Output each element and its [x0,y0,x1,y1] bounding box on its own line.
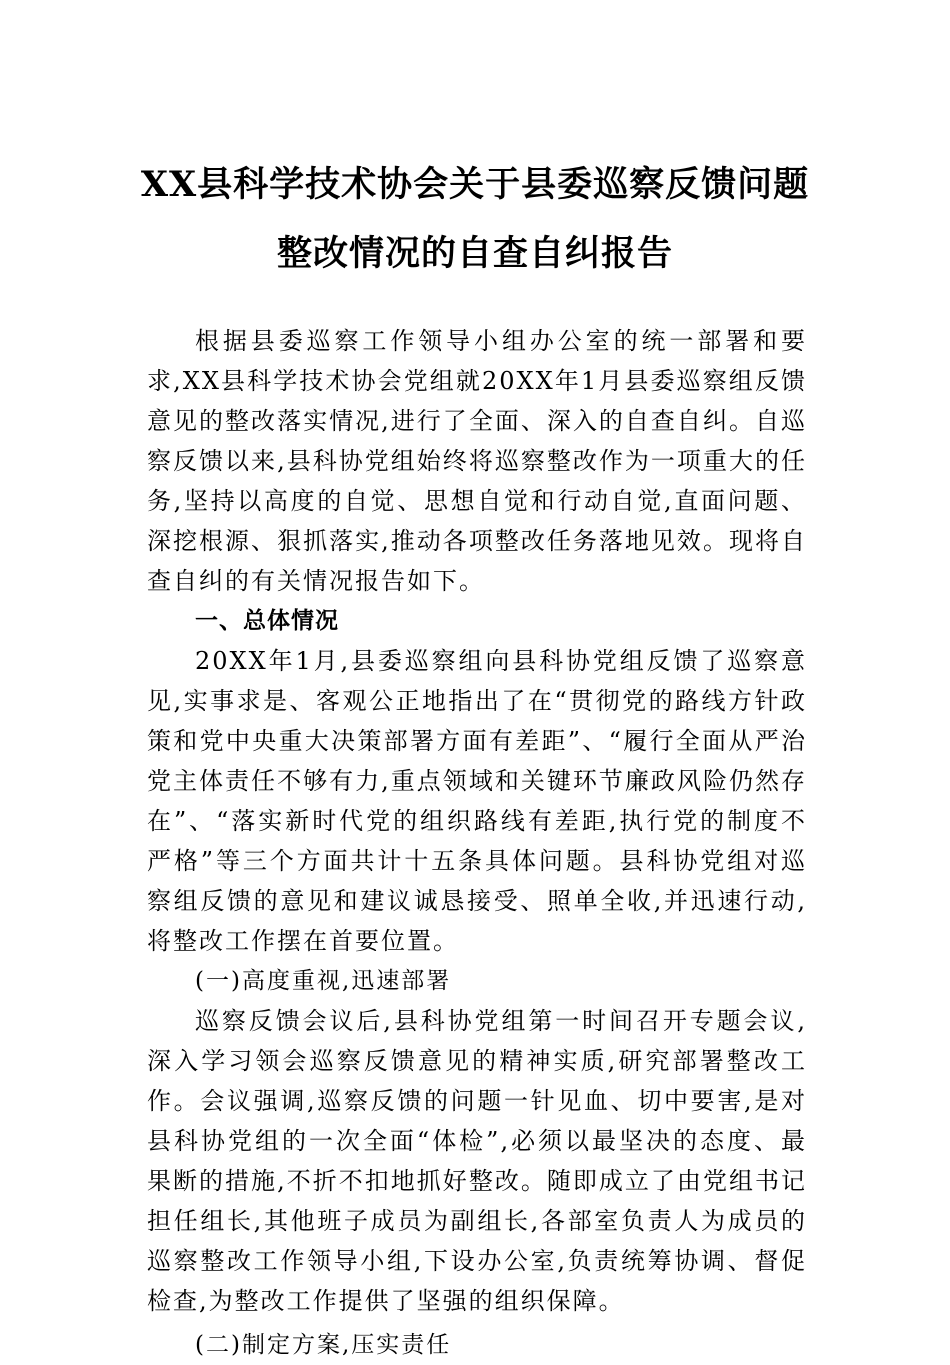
section-paragraph-overall: 20XX年1月,县委巡察组向县科协党组反馈了巡察意见,实事求是、客观公正地指出了在“贯彻党的路线方针政策和党中央重大决策部署方面有差距”、“履行全面从严治党主体责任不够有力,重点领域和关键环节廉政风险仍然存在”、“落实新时代党的组织路线有差距,执行党的制度不严格”等三个方面共计十五条具体问题。县科协党组对巡察组反馈的意见和建议诚恳接受、照单全收,并迅速行动,将整改工作摆在首要位置。 [147,647,807,955]
section-heading-overall: 一、总体情况 [195,608,339,634]
document-title-line-1: XX县科学技术协会关于县委巡察反馈问题 [140,164,810,205]
intro-paragraph: 根据县委巡察工作领导小组办公室的统一部署和要求,XX县科学技术协会党组就20XX年1月县委巡察组反馈意见的整改落实情况,进行了全面、深入的自查自纠。自巡察反馈以来,县科协党组始终将巡察整改作为一项重大的任务,坚持以高度的自觉、思想自觉和行动自觉,直面问题、深挖根源、狠抓落实,推动各项整改任务落地见效。现将自查自纠的有关情况报告如下。 [147,327,807,595]
subsection-heading-2: (二)制定方案,压实责任 [195,1332,452,1358]
subsection-paragraph-1: 巡察反馈会议后,县科协党组第一时间召开专题会议,深入学习领会巡察反馈意见的精神实质,研究部署整改工作。会议强调,巡察反馈的问题一针见血、切中要害,是对县科协党组的一次全面“体检”,必须以最坚决的态度、最果断的措施,不折不扣地抓好整改。随即成立了由党组书记担任组长,其他班子成员为副组长,各部室负责人为成员的巡察整改工作领导小组,下设办公室,负责统筹协调、督促检查,为整改工作提供了坚强的组织保障。 [147,1007,807,1315]
subsection-heading-1: (一)高度重视,迅速部署 [195,968,452,994]
document-body [147,321,807,1365]
document-title-line-2: 整改情况的自查自纠报告 [276,233,673,274]
